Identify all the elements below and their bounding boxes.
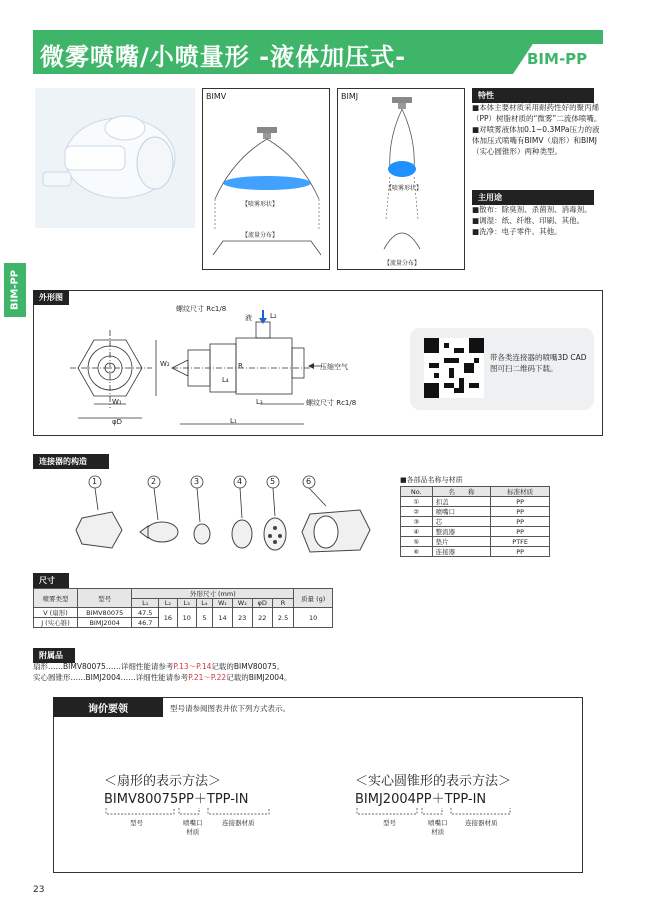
qr-code-icon (424, 338, 484, 398)
dim-d: φD (112, 418, 123, 426)
side-tab: BIM-PP (4, 263, 26, 317)
cone-label-connector: 连接器材质 (465, 819, 498, 827)
model-label: BIM-PP (527, 50, 588, 68)
use-item: ■洗净：电子零件、其他。 (472, 227, 562, 236)
cone-label-model: 型号 (383, 819, 396, 827)
cone-brackets (355, 804, 545, 818)
parts-table-title: ■各部品名称与材质 (400, 476, 463, 484)
table-row: J (实心锥) BIMJ2004 46.7 (34, 618, 333, 628)
inquiry-title: 询价要领 (53, 697, 163, 717)
dim-w1: W₁ (112, 398, 122, 406)
product-photo (35, 88, 195, 228)
table-row: ⑤ 垫片 PTFE (401, 537, 550, 547)
accessory-title: 附属品 (33, 648, 75, 663)
table-row: ③ 芯 PP (401, 517, 550, 527)
accessory-line-1: 扇形……BIMV80075……详细性能请参考P.13～P.14记载的BIMV80075。 (33, 662, 285, 671)
feature-item: ■对喷雾液体加0.1~0.3MPa压力的液体加压式喷嘴有BIMV（扇形）和BIMJ（实心圆锥形）两种类型。 (472, 125, 600, 156)
connector-title: 连接器的构造 (33, 454, 109, 469)
table-row: ⑥ 连接器 PP (401, 547, 550, 557)
thread-bottom-label: 螺纹尺寸 Rc1/8 (306, 399, 357, 407)
fan-brackets (104, 804, 294, 818)
feature-item: ■本体主要材质采用耐药性好的聚丙烯（PP）树脂材质的“微雾”二流体喷嘴。 (472, 103, 602, 123)
part-number-4: 4 (237, 477, 243, 486)
uses-title: 主用途 (472, 190, 594, 205)
fan-label-model: 型号 (130, 819, 143, 827)
part-number-3: 3 (194, 477, 200, 486)
cone-code: BIMJ2004PP＋TPP-IN (355, 792, 487, 807)
dim-l2: L₂ (270, 312, 277, 320)
features-title: 特性 (472, 88, 594, 103)
dim-l4: L₄ (222, 376, 229, 384)
liquid-label: 液 (245, 314, 252, 322)
parts-header-material: 标准材质 (491, 487, 550, 497)
thread-top-label: 螺纹尺寸 Rc1/8 (176, 305, 227, 313)
bimj-spray-shape-label: 【喷雾形状】 (386, 185, 423, 192)
size-table: 喷雾类型 型号 外形尺寸 (mm) 质量 (g) L₁ L₂ L₃ L₄ W₁ W₂ φD R V (扇形) BIMV80075 47.5 16 10 5 14 23 22 2.5 10 J (实心锥) BIMJ2004 46.7 (33, 588, 333, 628)
bimj-label: BIMJ (341, 92, 359, 101)
dim-w2: W₂ (160, 360, 170, 368)
page-title: 微雾喷嘴/小喷量形 -液体加压式- (40, 43, 407, 71)
part-number-6: 6 (306, 477, 312, 486)
inquiry-note: 型号请参阅图表并依下列方式表示。 (170, 704, 290, 713)
table-row: ④ 整流器 PP (401, 527, 550, 537)
part-number-2: 2 (151, 477, 157, 486)
features-list (472, 102, 604, 157)
fan-heading: ＜扇形的表示方法＞ (104, 774, 222, 789)
part-number-5: 5 (270, 477, 276, 486)
accessory-line-2: 实心圆锥形……BIMJ2004……详细性能请参考P.21～P.22记载的BIMJ2004。 (33, 673, 292, 682)
dim-l1: L₁ (230, 417, 237, 425)
dim-l3: L₃ (256, 398, 263, 406)
air-label: 压缩空气 (320, 363, 348, 371)
uses-list (472, 204, 604, 237)
use-item: ■调湿：纸、纤维、印刷、其他。 (472, 216, 585, 225)
part-number-1: 1 (92, 477, 98, 486)
bimv-flow-label: 【流量分布】 (242, 232, 279, 239)
outline-title: 外形图 (33, 290, 69, 305)
bimv-label: BIMV (206, 92, 227, 101)
size-title: 尺寸 (33, 573, 69, 588)
table-row: ① 扣盖 PP (401, 497, 550, 507)
bimv-spray-shape-label: 【喷雾形状】 (242, 201, 279, 208)
size-header-group: 外形尺寸 (mm) (132, 589, 294, 599)
fan-label-connector: 连接器材质 (222, 819, 255, 827)
table-row: V (扇形) BIMV80075 47.5 16 10 5 14 23 22 2.5 10 (34, 608, 333, 618)
size-header-model: 型号 (77, 589, 132, 608)
parts-table (400, 486, 550, 557)
size-header-type: 喷雾类型 (34, 589, 78, 608)
cone-heading: ＜实心圆锥形的表示方法＞ (355, 774, 512, 789)
table-row: ② 喷嘴口 PP (401, 507, 550, 517)
parts-header-no: No. (401, 487, 433, 497)
connector-parts-graphic (70, 470, 380, 570)
page-number: 23 (33, 885, 45, 895)
size-header-mass: 质量 (g) (294, 589, 333, 608)
dim-r: R (238, 362, 243, 370)
fan-label-nozzle: 喷嘴口 材质 (183, 819, 203, 836)
qr-text: 带各类连接器的喷嘴3D CAD图可扫二维码下载。 (490, 353, 587, 373)
bimj-flow-label: 【流量分布】 (384, 260, 421, 267)
use-item: ■散布：除臭剂、杀菌剂、消毒剂。 (472, 205, 592, 214)
fan-code: BIMV80075PP＋TPP-IN (104, 792, 249, 807)
bimv-spray-graphic (203, 89, 329, 269)
bimj-spray-graphic (338, 89, 464, 269)
cone-label-nozzle: 喷嘴口 材质 (428, 819, 448, 836)
outline-drawing (60, 300, 400, 434)
parts-header-name: 名 称 (432, 487, 491, 497)
